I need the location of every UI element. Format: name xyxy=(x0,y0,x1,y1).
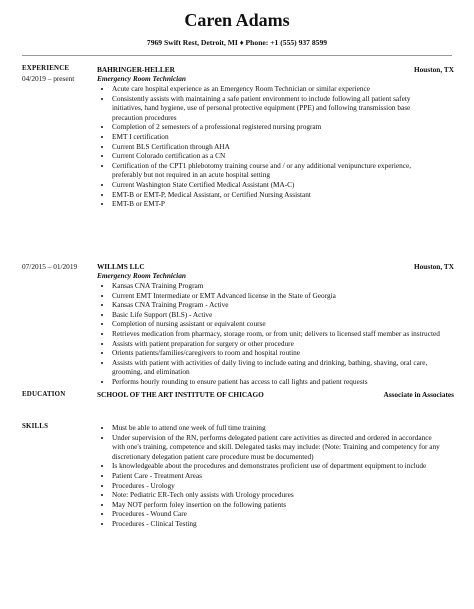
section-label-education: EDUCATION xyxy=(22,391,66,398)
bullet-item: • EMT-B or EMT-P, Medical Assistant, or Certified Nursing Assistant xyxy=(112,190,442,200)
bullet-item: • Kansas CNA Training Program xyxy=(112,281,442,291)
skills-list-wrap xyxy=(97,423,454,603)
job-dates: 07/2015 – 01/2019 xyxy=(22,262,78,271)
education-degree: Associate in Associates xyxy=(383,390,454,399)
job-entry xyxy=(97,262,454,386)
bullet-item: • Certification of the CPT1 phlebotomy training course and / or any additional venipuncture experience, preferably but not required in an acute hospital setting xyxy=(112,161,442,180)
bullet-item: • Acute care hospital experience as an Emergency Room Technician or similar experience xyxy=(112,84,442,94)
bullet-item: • Completion of 2 semesters of a professional registered nursing program xyxy=(112,122,442,132)
bullet-item: • Consistently assists with maintaining a safe patient environment to include following all patient safety initiatives, hand hygiene, use of personal protective equipment (PPE) and following transmission base precaution procedures xyxy=(112,94,442,123)
job-bullets xyxy=(97,281,442,387)
bullet-item: • Current BLS Certification through AHA xyxy=(112,142,442,152)
bullet-item: • Procedures - Wound Care xyxy=(112,509,442,519)
section-label-experience: EXPERIENCE xyxy=(22,65,70,72)
job-bullets xyxy=(97,84,442,209)
experience-section xyxy=(22,65,454,265)
bullet-item: • Retrieves medication from pharmacy, storage room, or from unit; delivers to licensed staff member as instructed xyxy=(112,329,442,339)
bullet-item: • EMT-B or EMT-P xyxy=(112,199,442,209)
bullet-item: • Note: Pediatric ER-Tech only assists with Urology procedures xyxy=(112,490,442,500)
section-label-skills: SKILLS xyxy=(22,423,49,430)
job-location: Houston, TX xyxy=(413,262,454,271)
bullet-item: • Performs hourly rounding to ensure patient has access to call lights and patient requests xyxy=(112,377,442,387)
bullet-item: • Under supervision of the RN, performs delegated patient care activities as directed and ordered in accordance with one's training, competence and skill. Delegated tasks may include: (Note: Training and competency for any discretionary delegation patient care procedure must be documented) xyxy=(112,433,442,462)
bullet-item: • May NOT perform foley insertion on the following patients xyxy=(112,500,442,510)
bullet-item: • Current EMT Intermediate or EMT Advanced license in the State of Georgia xyxy=(112,291,442,301)
bullet-item: • Current Colorado certification as a CN xyxy=(112,151,442,161)
candidate-name: Caren Adams xyxy=(184,10,290,30)
header-divider xyxy=(22,55,452,56)
bullet-item: • Basic Life Support (BLS) - Active xyxy=(112,310,442,320)
bullet-item: • Procedures - Urology xyxy=(112,481,442,491)
job-entry xyxy=(97,65,454,265)
bullet-item: • Patient Care - Treatment Areas xyxy=(112,471,442,481)
bullet-item: • Procedures - Clinical Testing xyxy=(112,519,442,529)
bullet-item: • Current Washington State Certified Medical Assistant (MA-C) xyxy=(112,180,442,190)
job-employer: WILLMS LLC xyxy=(97,262,145,271)
bullet-item: • Completion of nursing assistant or equivalent course xyxy=(112,319,442,329)
bullet-item: • Assists with patient with activities of daily living to include eating and drinking, bathing, shaving, oral care, grooming, and elimination xyxy=(112,358,442,377)
skills-bullets xyxy=(97,423,442,529)
job-employer: BAHRINGER-HELLER xyxy=(97,65,175,74)
bullet-item: • Kansas CNA Training Program - Active xyxy=(112,300,442,310)
bullet-item: • Assists with patient preparation for surgery or other procedure xyxy=(112,339,442,349)
skills-section xyxy=(22,423,454,603)
education-section xyxy=(22,390,454,404)
experience-section-2 xyxy=(22,262,454,386)
bullet-item: • EMT I certification xyxy=(112,132,442,142)
education-school: SCHOOL OF THE ART INSTITUTE OF CHICAGO xyxy=(97,390,264,399)
bullet-item: • Is knowledgeable about the procedures and demonstrates proficient use of department equipment to include xyxy=(112,461,442,471)
job-dates: 04/2019 – present xyxy=(22,74,75,83)
job-location: Houston, TX xyxy=(413,65,454,74)
job-title: Emergency Room Technician xyxy=(97,74,186,83)
job-title: Emergency Room Technician xyxy=(97,271,186,280)
bullet-item: • Orients patients/families/caregivers to room and hospital routine xyxy=(112,348,442,358)
contact-line: 7969 Swift Rest, Detroit, MI ♦ Phone: +1 (555) 937 8599 xyxy=(146,38,328,47)
bullet-item: • Must be able to attend one week of full time training xyxy=(112,423,442,433)
